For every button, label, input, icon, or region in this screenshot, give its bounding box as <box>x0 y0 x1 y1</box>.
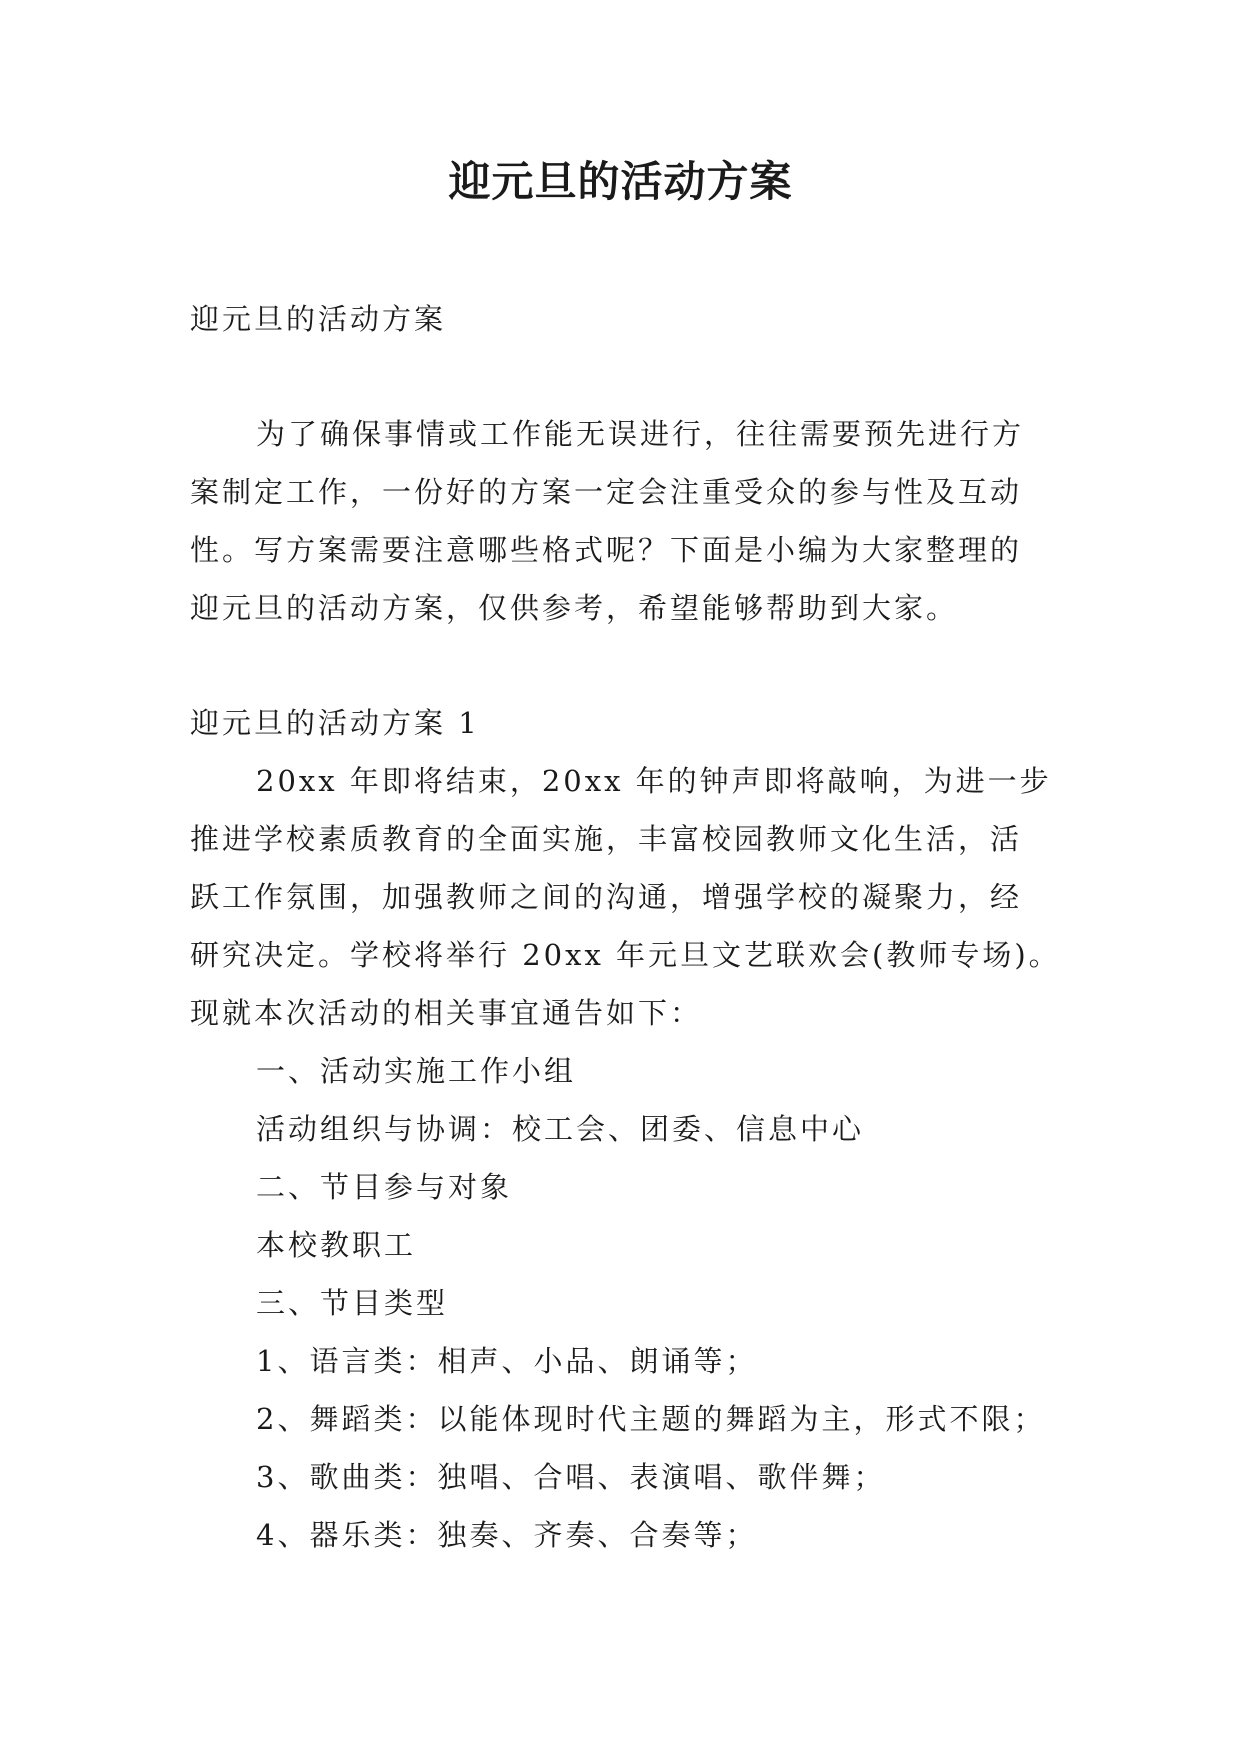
document-title: 迎元旦的活动方案 <box>448 157 793 206</box>
spacer <box>190 348 1070 405</box>
document-body <box>190 290 1070 1564</box>
list-item: 活动组织与协调：校工会、团委、信息中心 <box>256 1112 865 1146</box>
list-item: 4、器乐类：独奏、齐奏、合奏等； <box>256 1518 758 1552</box>
body-line: 现就本次活动的相关事宜通告如下： <box>190 996 703 1030</box>
list-item: 2、舞蹈类：以能体现时代主题的舞蹈为主，形式不限； <box>256 1402 1046 1436</box>
body-line: 研究决定。学校将举行 20xx 年元旦文艺联欢会(教师专场)。 <box>190 938 1061 972</box>
intro-line: 为了确保事情或工作能无误进行，往往需要预先进行方 <box>256 417 1025 451</box>
body-line: 跃工作氛围，加强教师之间的沟通，增强学校的凝聚力，经 <box>190 880 1023 914</box>
list-item: 一、活动实施工作小组 <box>256 1054 577 1088</box>
body-line: 20xx 年即将结束，20xx 年的钟声即将敲响，为进一步 <box>256 764 1052 798</box>
intro-line: 迎元旦的活动方案，仅供参考，希望能够帮助到大家。 <box>190 591 959 625</box>
list-item: 本校教职工 <box>256 1228 417 1262</box>
spacer <box>190 637 1070 694</box>
intro-line: 性。写方案需要注意哪些格式呢？下面是小编为大家整理的 <box>190 533 1023 567</box>
list-item: 三、节目类型 <box>256 1286 449 1320</box>
subtitle: 迎元旦的活动方案 <box>190 302 447 336</box>
section-heading: 迎元旦的活动方案 1 <box>190 706 480 740</box>
list-item: 1、语言类：相声、小品、朗诵等； <box>256 1344 758 1378</box>
intro-line: 案制定工作，一份好的方案一定会注重受众的参与性及互动 <box>190 475 1023 509</box>
list-item: 3、歌曲类：独唱、合唱、表演唱、歌伴舞； <box>256 1460 886 1494</box>
body-line: 推进学校素质教育的全面实施，丰富校园教师文化生活，活 <box>190 822 1023 856</box>
list-item: 二、节目参与对象 <box>256 1170 513 1204</box>
